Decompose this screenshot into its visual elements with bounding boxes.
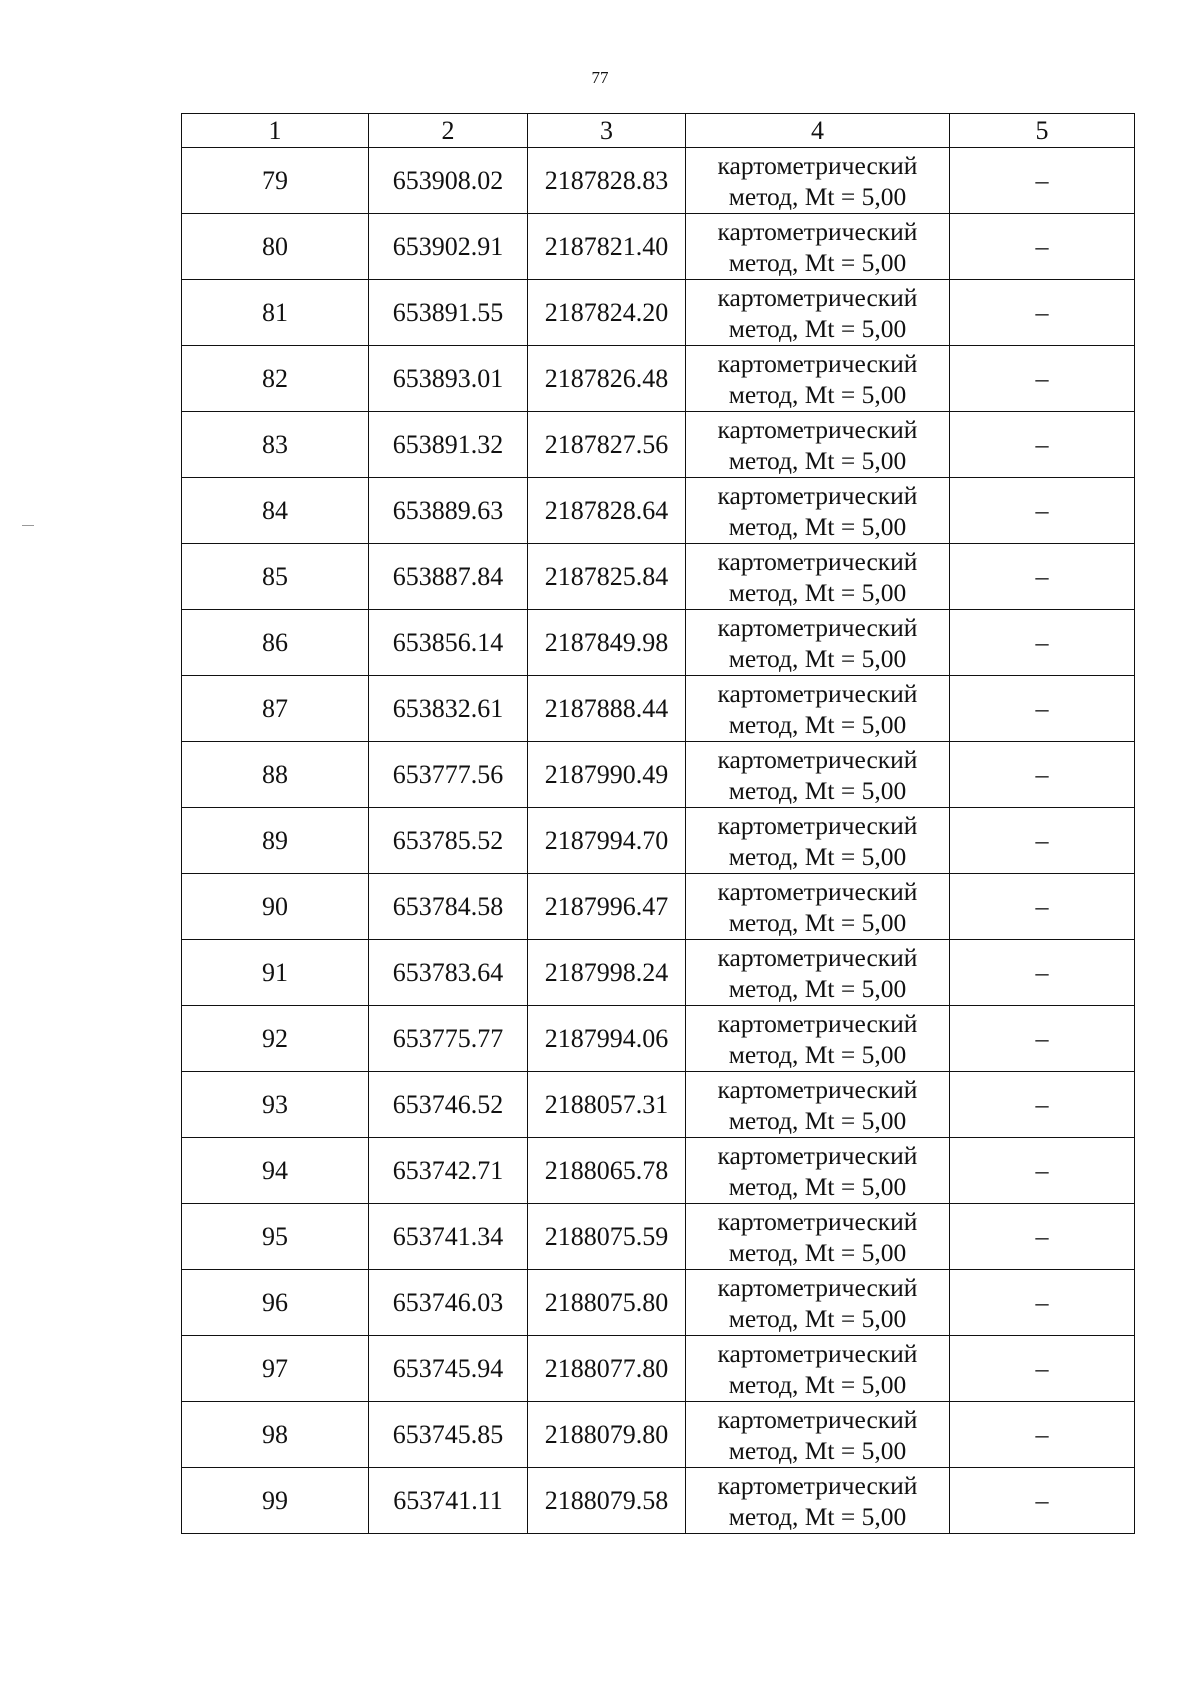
method-line-1: картометрический <box>717 612 918 642</box>
table-row <box>182 1072 1135 1138</box>
y-coordinate-cell: 2187849.98 <box>528 610 686 676</box>
margin-mark <box>22 525 34 526</box>
table-row <box>182 412 1135 478</box>
table-row <box>182 1468 1135 1534</box>
method-cell <box>686 1270 950 1336</box>
table-row <box>182 346 1135 412</box>
note-cell: – <box>950 742 1135 808</box>
method-line-1: картометрический <box>717 876 918 906</box>
point-number-cell: 97 <box>182 1336 369 1402</box>
method-line-1: картометрический <box>717 744 918 774</box>
point-number-cell: 95 <box>182 1204 369 1270</box>
y-coordinate-cell: 2187827.56 <box>528 412 686 478</box>
y-coordinate-cell: 2187994.70 <box>528 808 686 874</box>
method-cell <box>686 808 950 874</box>
method-line-1: картометрический <box>717 348 918 378</box>
method-line-2: метод, Mt = 5,00 <box>728 1501 907 1531</box>
column-header-2: 2 <box>369 114 528 148</box>
note-cell: – <box>950 1204 1135 1270</box>
x-coordinate-cell: 653742.71 <box>369 1138 528 1204</box>
x-coordinate-cell: 653783.64 <box>369 940 528 1006</box>
method-line-1: картометрический <box>717 546 918 576</box>
table-row <box>182 544 1135 610</box>
x-coordinate-cell: 653745.94 <box>369 1336 528 1402</box>
x-coordinate-cell: 653887.84 <box>369 544 528 610</box>
note-cell: – <box>950 1072 1135 1138</box>
method-line-1: картометрический <box>717 1272 918 1302</box>
x-coordinate-cell: 653902.91 <box>369 214 528 280</box>
x-coordinate-cell: 653891.32 <box>369 412 528 478</box>
y-coordinate-cell: 2187996.47 <box>528 874 686 940</box>
method-line-1: картометрический <box>717 942 918 972</box>
x-coordinate-cell: 653889.63 <box>369 478 528 544</box>
x-coordinate-cell: 653893.01 <box>369 346 528 412</box>
method-cell <box>686 214 950 280</box>
x-coordinate-cell: 653745.85 <box>369 1402 528 1468</box>
table-row <box>182 676 1135 742</box>
table-row <box>182 610 1135 676</box>
note-cell: – <box>950 940 1135 1006</box>
point-number-cell: 81 <box>182 280 369 346</box>
note-cell: – <box>950 874 1135 940</box>
point-number-cell: 84 <box>182 478 369 544</box>
y-coordinate-cell: 2188057.31 <box>528 1072 686 1138</box>
method-line-2: метод, Mt = 5,00 <box>728 643 907 673</box>
table-row <box>182 940 1135 1006</box>
y-coordinate-cell: 2187998.24 <box>528 940 686 1006</box>
note-cell: – <box>950 1270 1135 1336</box>
method-cell <box>686 1468 950 1534</box>
point-number-cell: 86 <box>182 610 369 676</box>
column-header-4: 4 <box>686 114 950 148</box>
method-cell <box>686 610 950 676</box>
y-coordinate-cell: 2188079.80 <box>528 1402 686 1468</box>
point-number-cell: 91 <box>182 940 369 1006</box>
table-row <box>182 1138 1135 1204</box>
table-row <box>182 874 1135 940</box>
method-line-2: метод, Mt = 5,00 <box>728 577 907 607</box>
method-line-1: картометрический <box>717 414 918 444</box>
point-number-cell: 90 <box>182 874 369 940</box>
note-cell: – <box>950 1468 1135 1534</box>
x-coordinate-cell: 653785.52 <box>369 808 528 874</box>
x-coordinate-cell: 653856.14 <box>369 610 528 676</box>
method-line-2: метод, Mt = 5,00 <box>728 511 907 541</box>
table-row <box>182 1402 1135 1468</box>
method-line-2: метод, Mt = 5,00 <box>728 1303 907 1333</box>
note-cell: – <box>950 280 1135 346</box>
point-number-cell: 79 <box>182 148 369 214</box>
table-row <box>182 1336 1135 1402</box>
y-coordinate-cell: 2188079.58 <box>528 1468 686 1534</box>
table-row <box>182 808 1135 874</box>
y-coordinate-cell: 2187824.20 <box>528 280 686 346</box>
method-cell <box>686 1072 950 1138</box>
note-cell: – <box>950 214 1135 280</box>
point-number-cell: 80 <box>182 214 369 280</box>
point-number-cell: 93 <box>182 1072 369 1138</box>
y-coordinate-cell: 2188075.59 <box>528 1204 686 1270</box>
method-cell <box>686 346 950 412</box>
method-line-1: картометрический <box>717 480 918 510</box>
table-row <box>182 1270 1135 1336</box>
method-cell <box>686 544 950 610</box>
x-coordinate-cell: 653746.52 <box>369 1072 528 1138</box>
x-coordinate-cell: 653775.77 <box>369 1006 528 1072</box>
y-coordinate-cell: 2187994.06 <box>528 1006 686 1072</box>
method-cell <box>686 1006 950 1072</box>
table-row <box>182 1204 1135 1270</box>
method-line-1: картометрический <box>717 1470 918 1500</box>
method-cell <box>686 478 950 544</box>
note-cell: – <box>950 808 1135 874</box>
method-cell <box>686 1402 950 1468</box>
method-line-2: метод, Mt = 5,00 <box>728 1171 907 1201</box>
method-line-1: картометрический <box>717 1338 918 1368</box>
point-number-cell: 99 <box>182 1468 369 1534</box>
y-coordinate-cell: 2187821.40 <box>528 214 686 280</box>
point-number-cell: 89 <box>182 808 369 874</box>
table-row <box>182 478 1135 544</box>
x-coordinate-cell: 653784.58 <box>369 874 528 940</box>
column-header-5: 5 <box>950 114 1135 148</box>
x-coordinate-cell: 653741.34 <box>369 1204 528 1270</box>
method-cell <box>686 280 950 346</box>
note-cell: – <box>950 1006 1135 1072</box>
method-line-2: метод, Mt = 5,00 <box>728 775 907 805</box>
method-line-2: метод, Mt = 5,00 <box>728 445 907 475</box>
y-coordinate-cell: 2188077.80 <box>528 1336 686 1402</box>
point-number-cell: 92 <box>182 1006 369 1072</box>
note-cell: – <box>950 346 1135 412</box>
y-coordinate-cell: 2187825.84 <box>528 544 686 610</box>
note-cell: – <box>950 412 1135 478</box>
point-number-cell: 96 <box>182 1270 369 1336</box>
x-coordinate-cell: 653908.02 <box>369 148 528 214</box>
table-row <box>182 280 1135 346</box>
method-line-1: картометрический <box>717 1074 918 1104</box>
method-line-2: метод, Mt = 5,00 <box>728 313 907 343</box>
column-header-1: 1 <box>182 114 369 148</box>
method-line-1: картометрический <box>717 150 918 180</box>
method-line-2: метод, Mt = 5,00 <box>728 379 907 409</box>
method-line-1: картометрический <box>717 678 918 708</box>
y-coordinate-cell: 2187826.48 <box>528 346 686 412</box>
method-line-1: картометрический <box>717 810 918 840</box>
method-cell <box>686 412 950 478</box>
method-line-1: картометрический <box>717 1206 918 1236</box>
table-body <box>182 148 1135 1534</box>
page-number: 77 <box>591 68 609 87</box>
coordinates-table-container <box>181 113 1134 1534</box>
note-cell: – <box>950 148 1135 214</box>
x-coordinate-cell: 653832.61 <box>369 676 528 742</box>
method-line-1: картометрический <box>717 216 918 246</box>
note-cell: – <box>950 1336 1135 1402</box>
method-line-2: метод, Mt = 5,00 <box>728 907 907 937</box>
point-number-cell: 88 <box>182 742 369 808</box>
y-coordinate-cell: 2187828.83 <box>528 148 686 214</box>
point-number-cell: 83 <box>182 412 369 478</box>
table-row <box>182 214 1135 280</box>
note-cell: – <box>950 544 1135 610</box>
table-header-row <box>182 114 1135 148</box>
method-cell <box>686 940 950 1006</box>
point-number-cell: 82 <box>182 346 369 412</box>
x-coordinate-cell: 653777.56 <box>369 742 528 808</box>
method-line-1: картометрический <box>717 1140 918 1170</box>
y-coordinate-cell: 2187888.44 <box>528 676 686 742</box>
x-coordinate-cell: 653741.11 <box>369 1468 528 1534</box>
method-line-2: метод, Mt = 5,00 <box>728 247 907 277</box>
method-cell <box>686 676 950 742</box>
point-number-cell: 94 <box>182 1138 369 1204</box>
method-cell <box>686 1138 950 1204</box>
note-cell: – <box>950 1402 1135 1468</box>
method-line-2: метод, Mt = 5,00 <box>728 1105 907 1135</box>
method-line-1: картометрический <box>717 1008 918 1038</box>
x-coordinate-cell: 653746.03 <box>369 1270 528 1336</box>
table-row <box>182 148 1135 214</box>
method-line-2: метод, Mt = 5,00 <box>728 1237 907 1267</box>
method-line-1: картометрический <box>717 282 918 312</box>
table-row <box>182 1006 1135 1072</box>
note-cell: – <box>950 478 1135 544</box>
method-cell <box>686 1336 950 1402</box>
method-line-2: метод, Mt = 5,00 <box>728 1039 907 1069</box>
x-coordinate-cell: 653891.55 <box>369 280 528 346</box>
method-line-1: картометрический <box>717 1404 918 1434</box>
method-cell <box>686 874 950 940</box>
method-cell <box>686 1204 950 1270</box>
method-line-2: метод, Mt = 5,00 <box>728 1369 907 1399</box>
method-cell <box>686 742 950 808</box>
method-line-2: метод, Mt = 5,00 <box>728 1435 907 1465</box>
y-coordinate-cell: 2187990.49 <box>528 742 686 808</box>
coordinates-table <box>181 113 1135 1534</box>
point-number-cell: 87 <box>182 676 369 742</box>
y-coordinate-cell: 2187828.64 <box>528 478 686 544</box>
note-cell: – <box>950 1138 1135 1204</box>
point-number-cell: 85 <box>182 544 369 610</box>
method-cell <box>686 148 950 214</box>
method-line-2: метод, Mt = 5,00 <box>728 709 907 739</box>
y-coordinate-cell: 2188075.80 <box>528 1270 686 1336</box>
note-cell: – <box>950 610 1135 676</box>
column-header-3: 3 <box>528 114 686 148</box>
method-line-2: метод, Mt = 5,00 <box>728 181 907 211</box>
point-number-cell: 98 <box>182 1402 369 1468</box>
note-cell: – <box>950 676 1135 742</box>
y-coordinate-cell: 2188065.78 <box>528 1138 686 1204</box>
method-line-2: метод, Mt = 5,00 <box>728 841 907 871</box>
method-line-2: метод, Mt = 5,00 <box>728 973 907 1003</box>
table-row <box>182 742 1135 808</box>
